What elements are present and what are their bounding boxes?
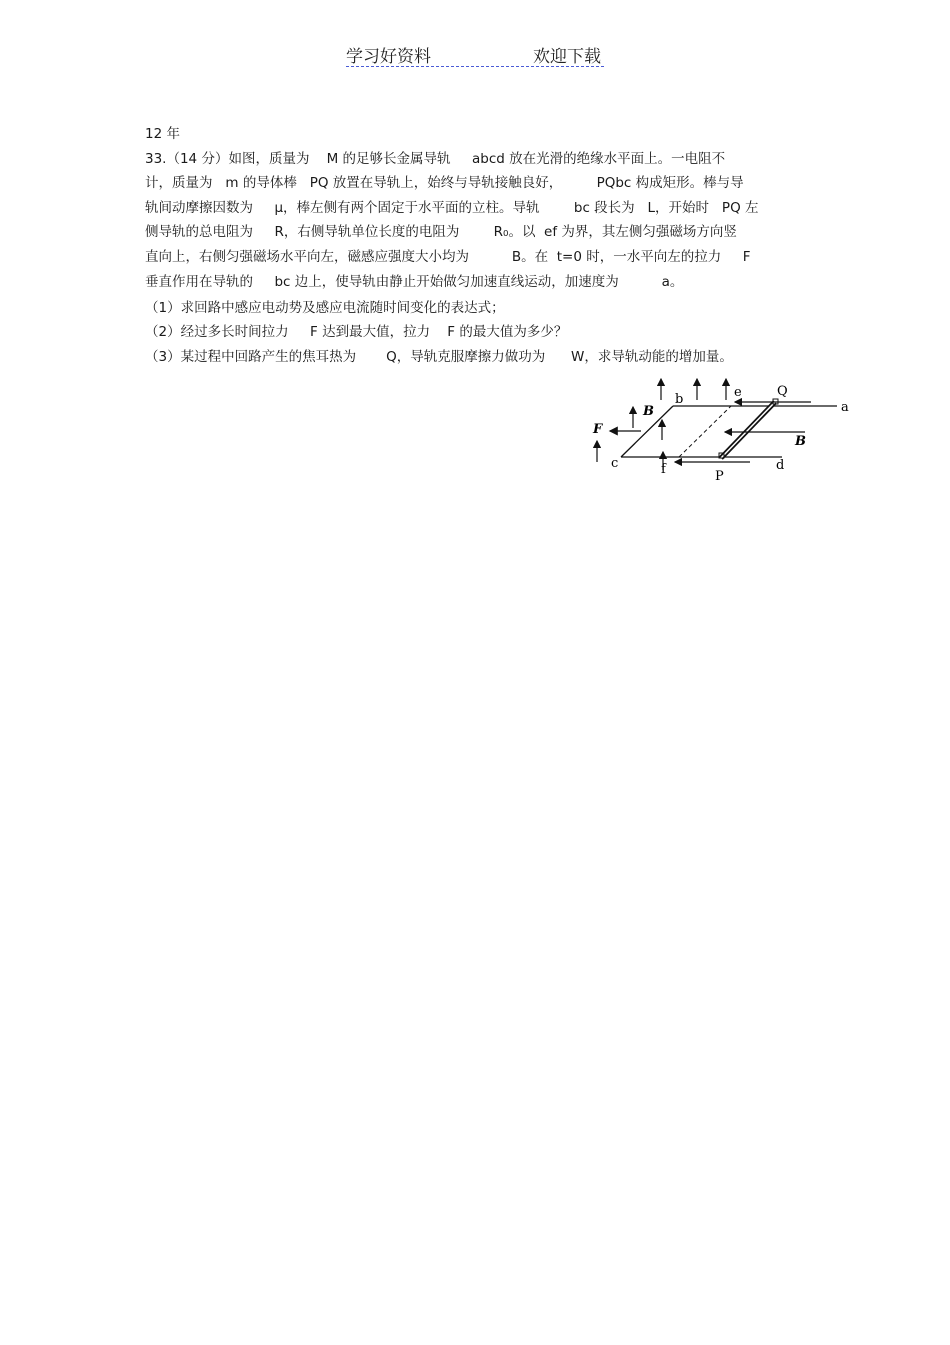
label-b-field-right: B <box>795 434 806 449</box>
problem-text-line: 33.（14 分）如图，质量为 M 的足够长金属导轨 abcd 放在光滑的绝缘水平面上。一电阻不 <box>145 151 726 167</box>
year-label: 12 年 <box>145 126 180 142</box>
problem-text-line: 垂直作用在导轨的 bc 边上，使导轨由静止开始做匀加速直线运动，加速度为 a。 <box>145 274 684 290</box>
question-1: （1）求回路中感应电动势及感应电流随时间变化的表达式； <box>145 300 505 316</box>
problem-text-line: 计，质量为 m 的导体棒 PQ 放置在导轨上，始终与导轨接触良好， PQbc 构成矩形。棒与导 <box>145 175 744 191</box>
problem-text-line: 轨间动摩擦因数为 μ，棒左侧有两个固定于水平面的立柱。导轨 bc 段长为 L，开始时 PQ 左 <box>145 200 759 216</box>
rail-diagram-svg <box>575 370 860 490</box>
label-q: Q <box>777 384 788 399</box>
question-3: （3）某过程中回路产生的焦耳热为 Q，导轨克服摩擦力做功为 W，求导轨动能的增加量。 <box>145 349 733 365</box>
label-b: b <box>675 392 684 407</box>
page-header <box>346 42 604 67</box>
header-right-text: 欢迎下载 <box>533 47 601 67</box>
label-a: a <box>841 400 849 415</box>
label-d: d <box>776 458 785 473</box>
label-c: c <box>611 456 619 471</box>
problem-text-line: 侧导轨的总电阻为 R，右侧导轨单位长度的电阻为 R₀。以 ef 为界，其左侧匀强磁场方向竖 <box>145 224 737 240</box>
rod-pq-highlight <box>721 402 775 458</box>
boundary-ef <box>679 406 731 457</box>
question-2: （2）经过多长时间拉力 F 达到最大值，拉力 F 的最大值为多少？ <box>145 324 568 340</box>
label-f: f <box>661 462 666 477</box>
problem-text-line: 直向上，右侧匀强磁场水平向左，磁感应强度大小均为 B。在 t=0 时，一水平向左的拉力 F <box>145 249 751 265</box>
label-force-f: F <box>593 422 603 437</box>
label-p: P <box>715 469 724 484</box>
rail-diagram <box>575 370 860 490</box>
label-b-field-left: B <box>643 404 654 419</box>
label-e: e <box>734 385 742 400</box>
header-left-text: 学习好资料 <box>346 47 431 67</box>
